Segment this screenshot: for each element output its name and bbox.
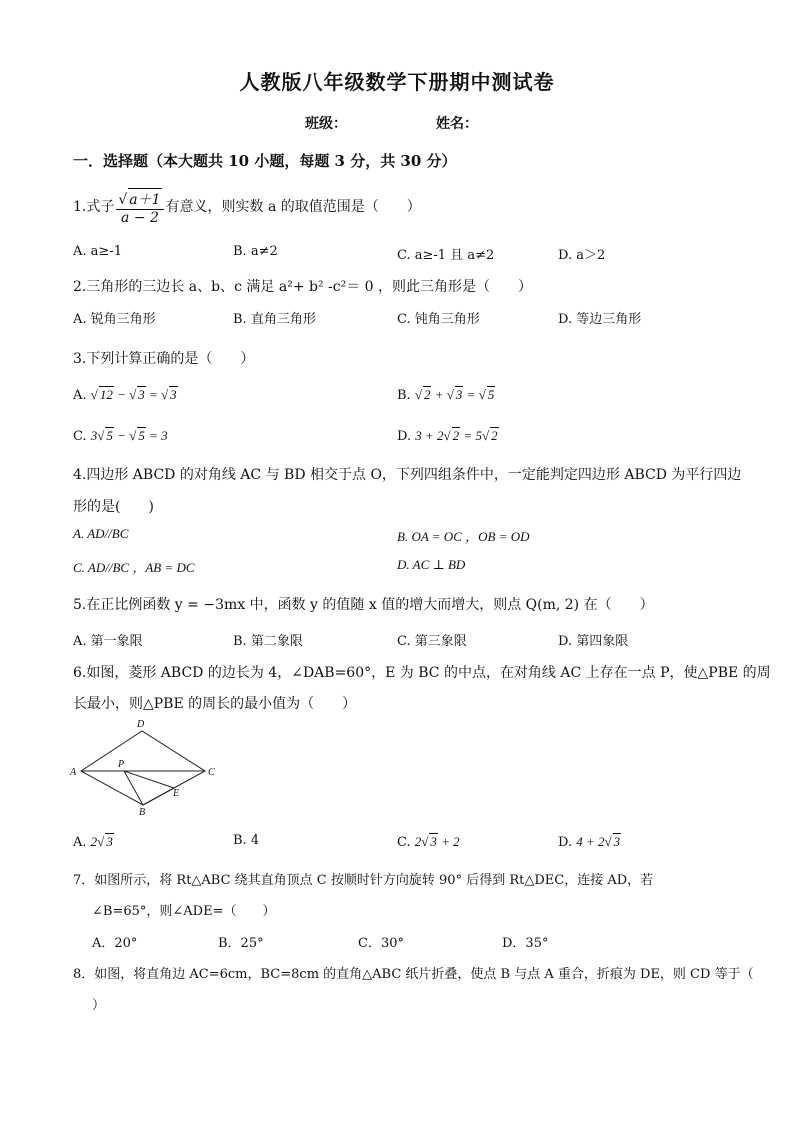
q1-suffix: 有意义，则实数 a 的取值范围是（ ） xyxy=(165,199,421,215)
question-2: 2.三角形的三边长 a、b、c 满足 a²+ b² -c²＝ 0 ，则此三角形是（ ） xyxy=(73,279,533,295)
label-a: A xyxy=(70,767,77,778)
rhombus-abcd xyxy=(81,731,205,805)
label-p: P xyxy=(118,759,125,770)
label-b: B xyxy=(139,807,146,818)
q6-option-a: A. 2√ 3 xyxy=(73,833,114,850)
label-e: E xyxy=(173,788,180,799)
segment-pe xyxy=(124,771,174,788)
question-8-line-2: ） xyxy=(92,998,106,1013)
name-label: 姓名： xyxy=(436,116,478,132)
rhombus-diagram xyxy=(68,714,218,824)
q1-option-b: B. a≠2 xyxy=(233,244,278,259)
q7-option-c: C．30° xyxy=(358,936,404,951)
question-7-line-2: ∠B=65°，则∠ADE=（ ） xyxy=(92,904,276,919)
q7-option-d: D．35° xyxy=(502,936,549,951)
q3-option-b: B. √ 2 + √ 3 = √ 5 xyxy=(397,386,495,403)
q6-option-b: B. 4 xyxy=(233,833,260,848)
q7-option-a: A．20° xyxy=(92,936,138,951)
q1-option-c: C. a≥-1 且 a≠2 xyxy=(397,248,495,263)
class-label: 班级： xyxy=(305,116,347,132)
segment-be xyxy=(143,788,174,805)
q2-option-d: D. 等边三角形 xyxy=(558,312,642,327)
q1-fraction xyxy=(116,188,163,226)
q6-option-c: C. 2√ 3 + 2 xyxy=(397,833,460,850)
q7-option-b: B．25° xyxy=(218,936,264,951)
q5-option-d: D. 第四象限 xyxy=(558,634,629,649)
question-7-line-1: 7．如图所示，将 Rt△ABC 绕其直角顶点 C 按顺时针方向旋转 90° 后得到 Rt△DEC，连接 AD，若 xyxy=(73,873,654,888)
question-4-line-1: 4.四边形 ABCD 的对角线 AC 与 BD 相交于点 O，下列四组条件中，一定能判定四边形 ABCD 为平行四边 xyxy=(73,467,742,483)
q1-option-a: A. a≥-1 xyxy=(73,244,122,259)
q3-option-d: D. 3 + 2√ 2 = 5√ 2 xyxy=(397,427,499,444)
page-title: 人教版八年级数学下册期中测试卷 xyxy=(239,70,555,94)
section-heading: 一．选择题（本大题共 10 小题，每题 3 分，共 30 分） xyxy=(73,152,457,170)
q6-option-d: D. 4 + 2√ 3 xyxy=(558,833,621,850)
q1-denominator: a − 2 xyxy=(121,210,159,226)
question-6-line-1: 6.如图，菱形 ABCD 的边长为 4，∠DAB=60°，E 为 BC 的中点，在对角线 AC 上存在一点 P，使△PBE 的周 xyxy=(73,665,771,681)
question-1 xyxy=(73,188,421,226)
q3-option-c: C. 3√ 5 − √ 5 = 3 xyxy=(73,427,168,444)
q2-option-c: C. 钝角三角形 xyxy=(397,312,480,327)
question-5: 5.在正比例函数 y = −3mx 中，函数 y 的值随 x 值的增大而增大，则点 Q(m, 2) 在（ ） xyxy=(73,597,654,613)
q2-option-b: B. 直角三角形 xyxy=(233,312,316,327)
q1-option-d: D. a＞2 xyxy=(558,248,606,263)
q3-option-a: A. √ 12 − √ 3 = √ 3 xyxy=(73,386,178,403)
question-3: 3.下列计算正确的是（ ） xyxy=(73,351,255,367)
label-d: D xyxy=(137,719,145,730)
q5-option-a: A. 第一象限 xyxy=(73,634,143,649)
question-6-line-2: 长最小，则△PBE 的周长的最小值为（ ） xyxy=(73,696,357,712)
q1-numerator: a＋1 xyxy=(128,188,161,209)
q4-option-d: D. AC ⊥ BD xyxy=(397,557,466,572)
question-4-line-2: 形的是( ) xyxy=(73,499,154,515)
q5-option-b: B. 第二象限 xyxy=(233,634,303,649)
question-8-line-1: 8．如图，将直角边 AC=6cm，BC=8cm 的直角△ABC 纸片折叠，使点 B 与点 A 重合，折痕为 DE，则 CD 等于（ xyxy=(73,967,754,982)
q1-prefix: 1.式子 xyxy=(73,199,115,215)
q2-option-a: A. 锐角三角形 xyxy=(73,312,156,327)
q4-option-b: B. OA = OC ，OB = OD xyxy=(397,529,530,544)
q4-option-a: A. AD//BC xyxy=(73,526,129,541)
label-c: C xyxy=(208,767,215,778)
q4-option-c: C. AD//BC ，AB = DC xyxy=(73,560,195,575)
q5-option-c: C. 第三象限 xyxy=(397,634,467,649)
